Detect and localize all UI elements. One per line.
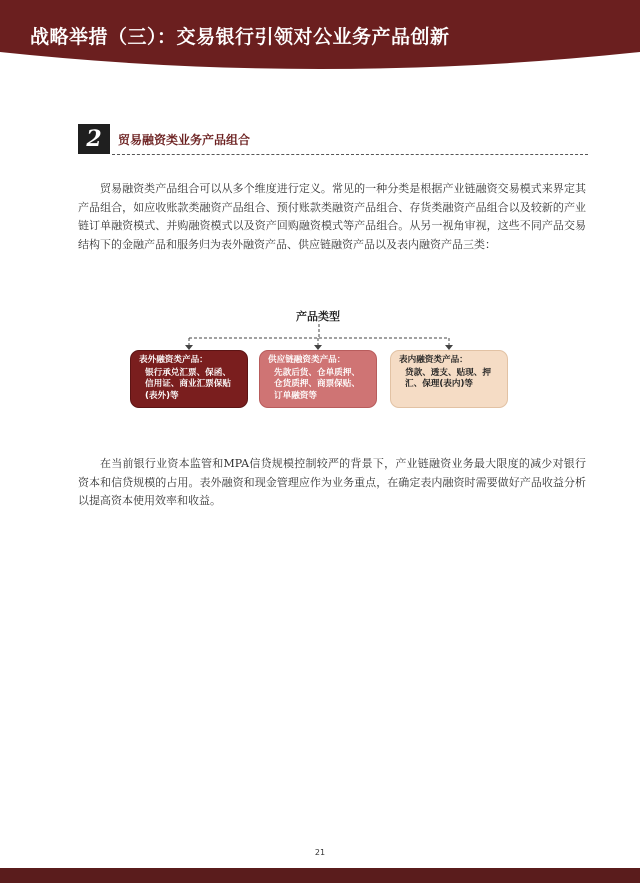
- footer-bar: [0, 868, 640, 883]
- onbalance-product-box: [390, 350, 508, 408]
- diagram-title: 产品类型: [296, 310, 340, 323]
- onbalance-product-title: 表内融资类产品：: [399, 355, 468, 365]
- diagram-connectors: [120, 302, 520, 352]
- page-header: [0, 0, 640, 72]
- section-title: 贸易融资类业务产品组合: [118, 133, 251, 147]
- section-divider: [112, 154, 588, 155]
- supplychain-product-title: 供应链融资类产品：: [268, 355, 346, 365]
- offbalance-product-title: 表外融资类产品：: [139, 355, 208, 365]
- intro-paragraph: 贸易融资类产品组合可以从多个维度进行定义。常见的一种分类是根据产业链融资交易模式来界定其产品组合，如应收账款类融资产品组合、预付账款类融资产品组合、存货类融资产品组合以及较新的产业链订单融资模式、并购融资模式以及资产回购融资模式等产品组合。从另一视角审视，这些不同产品交易结构下的金融产品和服务归为表外融资产品、供应链融资产品以及表内融资产品三类：: [78, 182, 586, 251]
- page-number: 21: [314, 848, 326, 857]
- product-type-diagram: [120, 302, 520, 414]
- header-title: 战略举措（三）：交易银行引领对公业务产品创新: [30, 26, 450, 48]
- supplychain-product-text: 先款后货、仓单质押、仓货质押、商票保贴、订单融资等: [274, 367, 360, 401]
- offbalance-product-text: 银行承兑汇票、保函、信用证、商业汇票保贴(表外)等: [145, 367, 231, 401]
- section-number: 2: [78, 124, 110, 154]
- conclusion-paragraph: 在当前银行业资本监管和MPA信贷规模控制较严的背景下，产业链融资业务最大限度的减少对银行资本和信贷规模的占用。表外融资和现金管理应作为业务重点，在确定表内融资时需要做好产品收益分析以提高资本使用效率和收益。: [78, 457, 586, 507]
- section-heading: [78, 124, 588, 156]
- supplychain-product-box: [259, 350, 377, 408]
- offbalance-product-box: [130, 350, 248, 408]
- onbalance-product-text: 贷款、透支、贴现、押汇、保理(表内)等: [405, 367, 491, 389]
